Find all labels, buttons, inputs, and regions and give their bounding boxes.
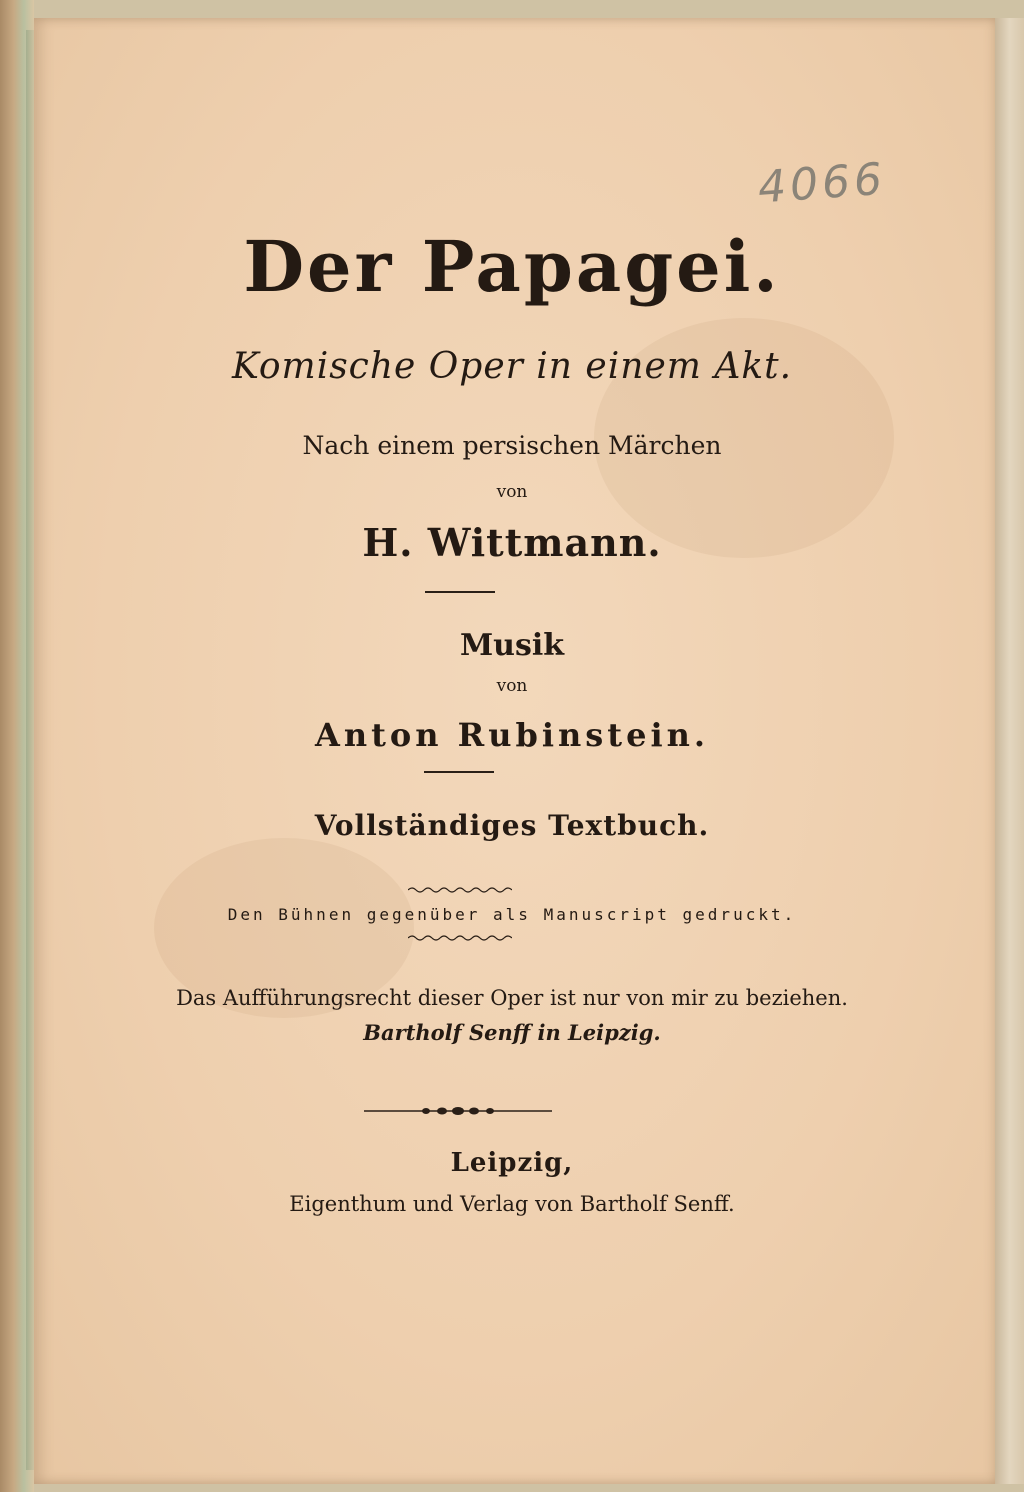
based-on-line: Nach einem persischen Märchen bbox=[302, 431, 722, 460]
author-name: H. Wittmann. bbox=[362, 520, 662, 565]
textbook-label: Vollständiges Textbuch. bbox=[314, 809, 710, 842]
publication-city: Leipzig, bbox=[450, 1148, 574, 1178]
wave-ornament bbox=[408, 934, 512, 942]
rights-holder: Bartholf Senff in Leipzig. bbox=[363, 1020, 661, 1045]
rights-notice: Das Aufführungsrecht dieser Oper ist nur von mir zu beziehen. bbox=[176, 986, 848, 1010]
subtitle: Komische Oper in einem Akt. bbox=[231, 346, 793, 387]
music-label: Musik bbox=[459, 628, 565, 663]
divider-rule bbox=[424, 771, 494, 773]
divider-rule bbox=[425, 591, 495, 593]
by-line: von bbox=[496, 676, 528, 696]
divider-ornament bbox=[364, 1103, 552, 1119]
page-title: Der Papagei. bbox=[243, 225, 781, 308]
wave-ornament bbox=[408, 886, 512, 894]
publisher-imprint: Eigenthum und Verlag von Bartholf Senff. bbox=[289, 1192, 735, 1216]
composer-name: Anton Rubinstein. bbox=[315, 716, 709, 754]
shelfmark: 4066 bbox=[756, 153, 888, 214]
by-line: von bbox=[496, 482, 528, 502]
stage-notice: Den Bühnen gegenüber als Manuscript gedruckt. bbox=[227, 905, 797, 924]
